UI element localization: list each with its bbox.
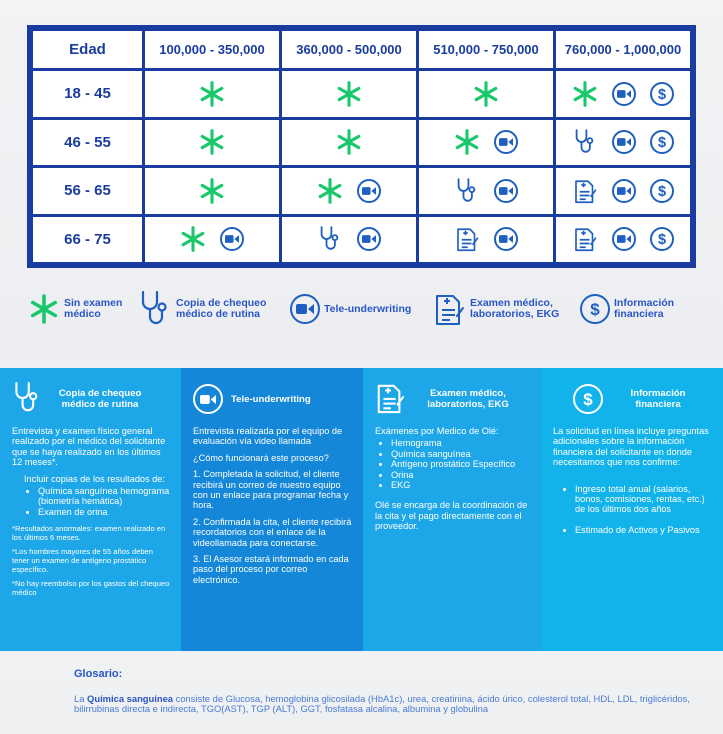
video-icon <box>612 179 636 203</box>
panel-list <box>391 438 531 490</box>
requirement-cell <box>281 215 418 264</box>
medical-exam-icon <box>572 226 598 252</box>
age-range: 46 - 55 <box>32 118 144 167</box>
panel-financial <box>541 368 723 651</box>
panel-intro: Exámenes por Medico de Olé: <box>375 426 499 436</box>
video-icon <box>357 227 381 251</box>
no-exam-star-icon <box>28 293 60 325</box>
medical-exam-icon <box>375 382 405 416</box>
dollar-icon <box>650 179 674 203</box>
legend-item-tele <box>290 294 432 324</box>
legend-label: Tele-underwriting <box>324 302 412 315</box>
video-icon <box>494 227 518 251</box>
panel-medical-exam <box>363 368 541 651</box>
age-header: Edad <box>32 30 144 70</box>
panel-note: *Los hombres mayores de 55 años deben tener un examen de antígeno prostático específico. <box>12 547 153 574</box>
table-header-row <box>32 30 692 70</box>
legend-label: Información financiera <box>614 297 675 320</box>
no-exam-star-icon <box>199 178 225 204</box>
panel-checkup <box>0 368 181 651</box>
table-row <box>32 167 692 216</box>
no-exam-star-icon <box>473 81 499 107</box>
column-header: 760,000 - 1,000,000 <box>555 30 692 70</box>
panel-step: 2. Confirmada la cita, el cliente recibirá recordatorios con el enlace de la videollamada para conectarse. <box>193 516 352 548</box>
requirement-cell <box>144 70 281 119</box>
requirement-cell <box>144 167 281 216</box>
requirement-cell <box>281 118 418 167</box>
video-icon <box>494 130 518 154</box>
panel-header <box>12 382 171 416</box>
glossary-text <box>74 694 694 715</box>
no-exam-star-icon <box>336 81 362 107</box>
dollar-icon <box>573 384 603 414</box>
legend-label: Copia de chequeo médico de rutina <box>176 297 267 320</box>
panel-tele-underwriting <box>181 368 363 651</box>
video-icon <box>612 227 636 251</box>
legend <box>28 287 698 331</box>
requirement-cell <box>555 70 692 119</box>
requirement-cell <box>144 118 281 167</box>
age-range: 18 - 45 <box>32 70 144 119</box>
svg-text:$: $ <box>657 135 667 151</box>
column-header: 100,000 - 350,000 <box>144 30 281 70</box>
panel-header <box>193 382 353 416</box>
panel-intro: La solicitud en línea incluye preguntas adicionales sobre la información financiera del solicitante en donde necesitamos que nos confirme: <box>553 426 709 468</box>
legend-item-financial <box>580 294 698 324</box>
svg-text:$: $ <box>657 232 667 248</box>
panel-question: ¿Cómo funcionará este proceso? <box>193 452 329 463</box>
no-exam-star-icon <box>199 81 225 107</box>
age-range: 56 - 65 <box>32 167 144 216</box>
info-panels <box>0 368 723 651</box>
panel-title: Información financiera <box>630 388 686 410</box>
panel-step: 3. El Asesor estará informado en cada paso del proceso por correo electrónico. <box>193 554 349 585</box>
requirement-cell <box>555 118 692 167</box>
video-icon <box>612 82 636 106</box>
video-icon <box>220 227 244 251</box>
dollar-icon <box>650 130 674 154</box>
svg-text:$: $ <box>590 300 600 318</box>
list-item: • Estimado de Activos y Pasivos <box>575 525 713 535</box>
legend-item-no-exam <box>28 293 138 325</box>
glossary-lead: La <box>74 693 85 704</box>
panel-title: Tele-underwriting <box>231 393 311 405</box>
eligibility-table <box>27 25 696 268</box>
table-row <box>32 70 692 119</box>
svg-text:$: $ <box>583 390 593 408</box>
panel-outro: Olé se encarga de la coordinación de la cita y el pago directamente con el proveedor. <box>375 500 528 532</box>
table-row <box>32 118 692 167</box>
column-header: 360,000 - 500,000 <box>281 30 418 70</box>
legend-label: Sin examen médico <box>64 297 123 320</box>
no-exam-star-icon <box>572 81 598 107</box>
stethoscope-icon <box>317 226 343 252</box>
no-exam-star-icon <box>180 226 206 252</box>
list-item: • EKG <box>391 480 531 490</box>
list-item: • Examen de orina <box>38 507 171 517</box>
requirement-cell <box>418 167 555 216</box>
no-exam-star-icon <box>317 178 343 204</box>
list-item: • Ingreso total anual (salarios, bonos, comisiones, rentas, etc.) de los últimos dos años <box>575 484 713 515</box>
no-exam-star-icon <box>199 129 225 155</box>
requirement-cell <box>555 215 692 264</box>
no-exam-star-icon <box>336 129 362 155</box>
video-icon <box>494 179 518 203</box>
panel-intro: Entrevista realizada por el equipo de evaluación vía video llamada <box>193 426 343 447</box>
panel-intro: Entrevista y examen físico general realizado por el médico del solicitante que se haya realizado en los últimos 12 meses*. <box>12 426 166 468</box>
medical-exam-icon <box>572 178 598 204</box>
stethoscope-icon <box>12 380 42 418</box>
legend-item-exam <box>432 292 580 326</box>
list-item: • Química sanguínea hemograma (biometría hemática) <box>38 486 171 507</box>
list-item: • Química sanguínea <box>391 449 531 459</box>
no-exam-star-icon <box>454 129 480 155</box>
video-icon <box>193 384 223 414</box>
list-item: • Antígeno prostático Específico <box>391 459 531 469</box>
requirement-cell <box>418 215 555 264</box>
panel-header <box>375 382 531 416</box>
column-header: 510,000 - 750,000 <box>418 30 555 70</box>
glossary-term: Química sanguínea <box>87 693 174 704</box>
requirement-cell <box>418 118 555 167</box>
panel-note: *Resultados anormales: examen realizado en los últimos 6 meses. <box>12 524 166 542</box>
glossary-body: consiste de Glucosa, hemoglobina glicosilada (HbA1c), urea, creatinina, ácido úrico, colesterol total, HDL, LDL, triglicéridos, bilirrubinas directa e indirecta, TGO(AST), TGP (ALT), GGT, fosfatasa alcalina, albumina y globulina <box>74 693 690 715</box>
medical-exam-icon <box>432 292 466 326</box>
stethoscope-icon <box>138 289 172 329</box>
panel-note: *No hay reembolso por los gastos del chequeo médico <box>12 579 170 597</box>
panel-step: 1. Completada la solicitud, el cliente recibirá un correo de nuestro equipo con un enlace para programar fecha y hora. <box>193 469 349 511</box>
medical-exam-icon <box>454 226 480 252</box>
requirement-cell <box>281 167 418 216</box>
age-range: 66 - 75 <box>32 215 144 264</box>
svg-text:$: $ <box>657 86 667 102</box>
dollar-icon <box>650 82 674 106</box>
table-row <box>32 215 692 264</box>
legend-item-checkup <box>138 289 290 329</box>
dollar-icon <box>650 227 674 251</box>
video-icon <box>290 294 320 324</box>
list-item: • Orina <box>391 470 531 480</box>
glossary-title: Glosario: <box>74 668 123 680</box>
requirement-cell <box>144 215 281 264</box>
panel-subtitle: Incluir copias de los resultados de: <box>24 473 165 484</box>
video-icon <box>357 179 381 203</box>
dollar-icon <box>580 294 610 324</box>
requirement-cell <box>418 70 555 119</box>
video-icon <box>612 130 636 154</box>
panel-header <box>553 382 713 416</box>
svg-text:$: $ <box>657 183 667 199</box>
glossary <box>74 668 694 715</box>
requirement-cell <box>555 167 692 216</box>
panel-list <box>575 484 713 536</box>
panel-title: Copia de chequeo médico de rutina <box>58 388 142 410</box>
stethoscope-icon <box>454 178 480 204</box>
legend-label: Examen médico, laboratorios, EKG <box>470 297 560 320</box>
requirement-cell <box>281 70 418 119</box>
panel-title: Examen médico, laboratorios, EKG <box>427 388 509 410</box>
panel-list <box>38 486 171 517</box>
stethoscope-icon <box>572 129 598 155</box>
list-item: • Hemograma <box>391 438 531 448</box>
